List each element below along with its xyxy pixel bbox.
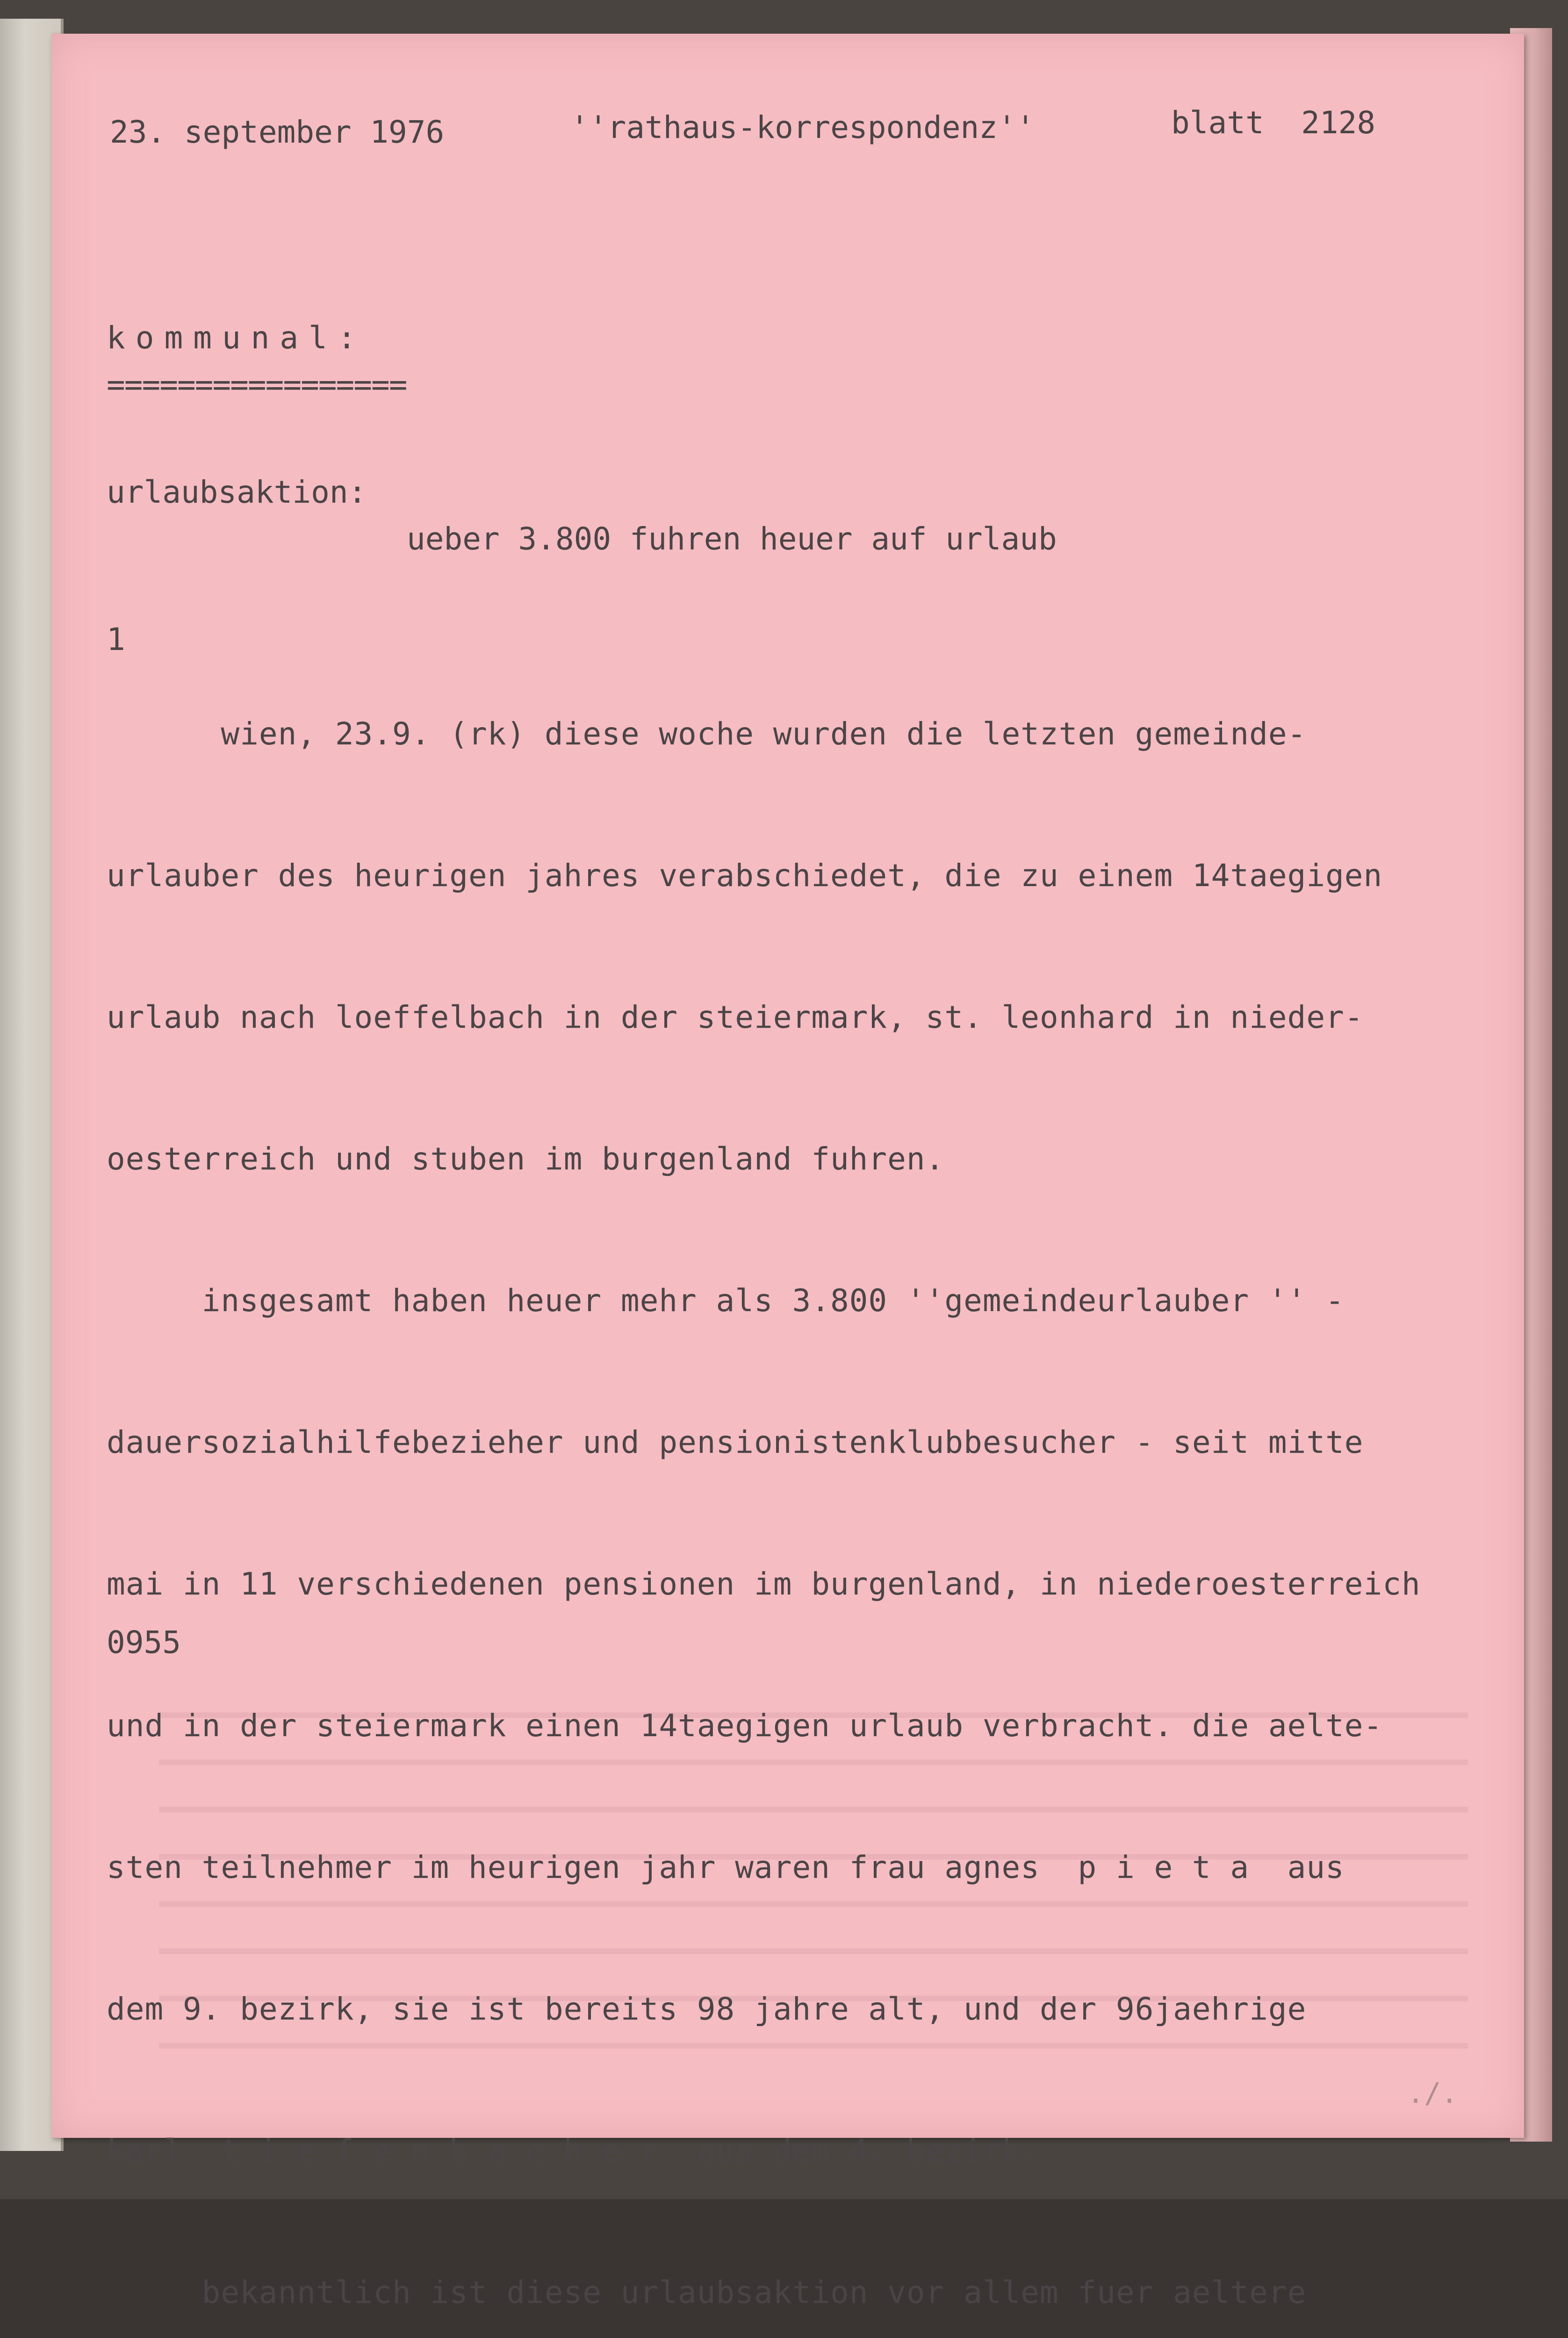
continuation-mark: ./. <box>1407 2077 1458 2110</box>
article-body <box>107 616 1421 2338</box>
body-line: und in der steiermark einen 14taegigen urlaub verbracht. die aelte- <box>107 1708 1383 1744</box>
body-line: sten teilnehmer im heurigen jahr waren frau agnes p i e t a aus <box>107 1849 1345 1885</box>
header-sheet-number: blatt 2128 <box>1171 105 1376 141</box>
paragraph-number: 1 <box>107 621 125 657</box>
body-line: bekanntlich ist diese urlaubsaktion vor allem fuer aeltere <box>107 2274 1307 2310</box>
body-line: dem 9. bezirk, sie ist bereits 98 jahre alt, und der 96jaehrige <box>107 1991 1307 2027</box>
body-line: dauersozialhilfebezieher und pensionistenklubbesucher - seit mitte <box>107 1424 1364 1460</box>
document-page <box>51 34 1524 2310</box>
article-topic: urlaubsaktion: <box>107 474 367 510</box>
body-line: karl t i e f e n b a c h e r aus dem 4. bezirk. <box>107 2133 1040 2169</box>
body-line: urlauber des heurigen jahres verabschiedet, die zu einem 14taegigen <box>107 858 1383 894</box>
body-line: wien, 23.9. (rk) diese woche wurden die letzten gemeinde- <box>107 716 1307 752</box>
body-line: insgesamt haben heuer mehr als 3.800 ''gemeindeurlauber '' - <box>107 1283 1345 1319</box>
article-headline: ueber 3.800 fuhren heuer auf urlaub <box>407 521 1057 557</box>
section-rule: ================= <box>107 367 407 403</box>
body-line: oesterreich und stuben im burgenland fuhren. <box>107 1141 945 1177</box>
section-title: kommunal: <box>107 320 367 356</box>
header-date: 23. september 1976 <box>110 114 445 150</box>
body-line: mai in 11 verschiedenen pensionen im burgenland, in niederoesterreich <box>107 1566 1421 1602</box>
body-line: urlaub nach loeffelbach in der steiermark, st. leonhard in nieder- <box>107 999 1364 1035</box>
document-code: 0955 <box>107 1624 181 1660</box>
header-source: ''rathaus-korrespondenz'' <box>570 109 1035 145</box>
